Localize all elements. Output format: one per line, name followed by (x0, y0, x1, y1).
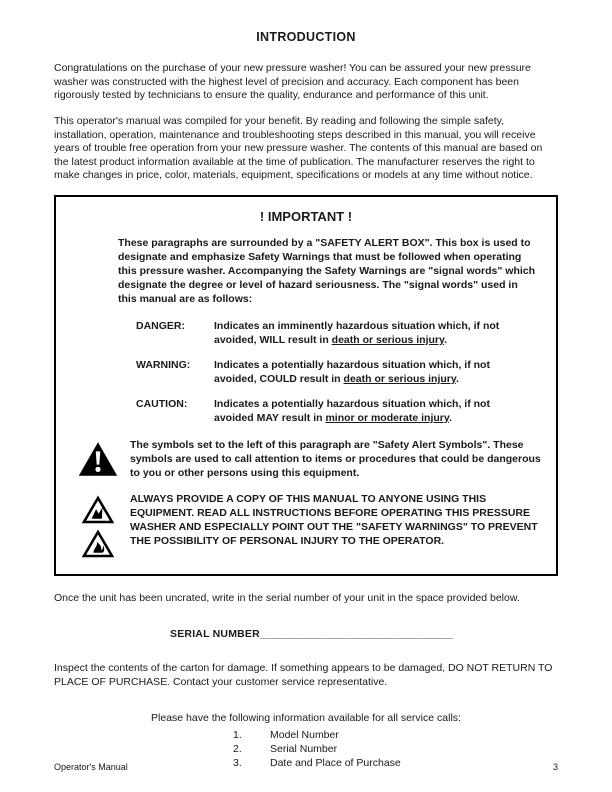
signal-word-caution (136, 398, 542, 426)
signal-word-danger (136, 320, 542, 348)
service-item-number: 3. (233, 756, 242, 769)
hazard-symbols-cell (74, 493, 122, 558)
service-calls-intro: Please have the following information available for all service calls: (151, 712, 461, 725)
intro-paragraph-1: Congratulations on the purchase of your new pressure washer! You can be assured your new pressure washer was constructed with the highest level of precision and accuracy. Each component has been rigorously tested by technicians to ensure the quality, endurance and performance of this unit. (54, 62, 531, 102)
signal-def-underlined: death or serious injury (343, 372, 456, 385)
service-item-label: Date and Place of Purchase (270, 756, 401, 769)
service-item-1 (233, 728, 558, 742)
signal-definition-caution (214, 398, 524, 426)
page-title: INTRODUCTION (256, 30, 356, 44)
signal-definition-warning (214, 359, 524, 387)
footer-page-number: 3 (552, 762, 558, 772)
signal-def-text: Indicates a potentially hazardous situation which, if not avoided MAY result in (214, 397, 490, 424)
important-box-intro: These paragraphs are surrounded by a "SAFETY ALERT BOX". This box is used to designate and emphasize Safety Warnings that must be followed when operating this pressure washer. Accompanying the Safety Warnings are "signal words" which designate the degree or level of hazard seriousness. The "signal words" used in this manual are as follows: (118, 237, 536, 305)
signal-term-danger: DANGER: (136, 319, 185, 332)
fire-hazard-triangle-icon (82, 529, 114, 558)
important-box-title: ! IMPORTANT ! (259, 209, 353, 225)
signal-def-text: Indicates an imminently hazardous situation which, if not avoided, WILL result in (214, 319, 500, 346)
signal-definition-danger (214, 320, 524, 348)
signal-term-caution: CAUTION: (136, 397, 188, 410)
safety-symbols-row-1 (74, 439, 542, 481)
service-item-number: 1. (233, 728, 242, 741)
serial-number-blank: SERIAL NUMBER________________________________ (170, 628, 454, 641)
inspect-paragraph: Inspect the contents of the carton for damage. If something appears to be damaged, DO NOT RETURN TO PLACE OF PURCHASE. Contact your customer service representative. (54, 662, 553, 688)
safety-symbols-paragraph: The symbols set to the left of this paragraph are "Safety Alert Symbols". These symbols are used to call attention to items or procedures that could be dangerous to you or other persons using this equipment. (130, 438, 541, 479)
safety-alert-symbol-cell (74, 439, 122, 477)
spray-hazard-triangle-icon (82, 495, 114, 524)
signal-word-warning (136, 359, 542, 387)
signal-def-period: . (455, 372, 459, 385)
signal-term-warning: WARNING: (136, 358, 191, 371)
signal-def-text: Indicates a potentially hazardous situation which, if not avoided, COULD result in (214, 358, 490, 385)
service-item-label: Serial Number (270, 742, 338, 755)
safety-alert-box (54, 195, 558, 576)
signal-def-period: . (444, 333, 447, 346)
signal-def-underlined: minor or moderate injury (325, 411, 449, 424)
signal-def-period: . (448, 411, 452, 424)
intro-paragraph-2: This operator's manual was compiled for your benefit. By reading and following the simple safety, installation, operation, maintenance and troubleshooting steps described in this manual, you will receive years of trouble free operation from your new pressure washer. The contents of this manual are based on the latest product information available at the time of publication. The manufacturer reserves the right to make changes in price, color, materials, equipment, specifications or models at any time without notice. (54, 114, 543, 182)
always-provide-paragraph: ALWAYS PROVIDE A COPY OF THIS MANUAL TO ANYONE USING THIS EQUIPMENT. READ ALL INSTRUCTIONS BEFORE OPERATING THIS PRESSURE WASHER AND ESPECIALLY POINT OUT THE "SAFETY WARNINGS" TO PREVENT THE POSSIBILITY OF PERSONAL INJURY TO THE OPERATOR. (130, 493, 538, 548)
signal-def-underlined: death or serious injury (331, 333, 445, 346)
safety-alert-triangle-icon (78, 441, 118, 477)
uncrated-paragraph: Once the unit has been uncrated, write in the serial number of your unit in the space provided below. (54, 592, 520, 605)
safety-symbols-row-2 (74, 493, 542, 558)
page-footer (54, 762, 558, 772)
service-item-label: Model Number (270, 728, 339, 741)
footer-document-name: Operator's Manual (54, 762, 128, 772)
service-item-number: 2. (233, 742, 242, 755)
service-item-2 (233, 742, 558, 756)
